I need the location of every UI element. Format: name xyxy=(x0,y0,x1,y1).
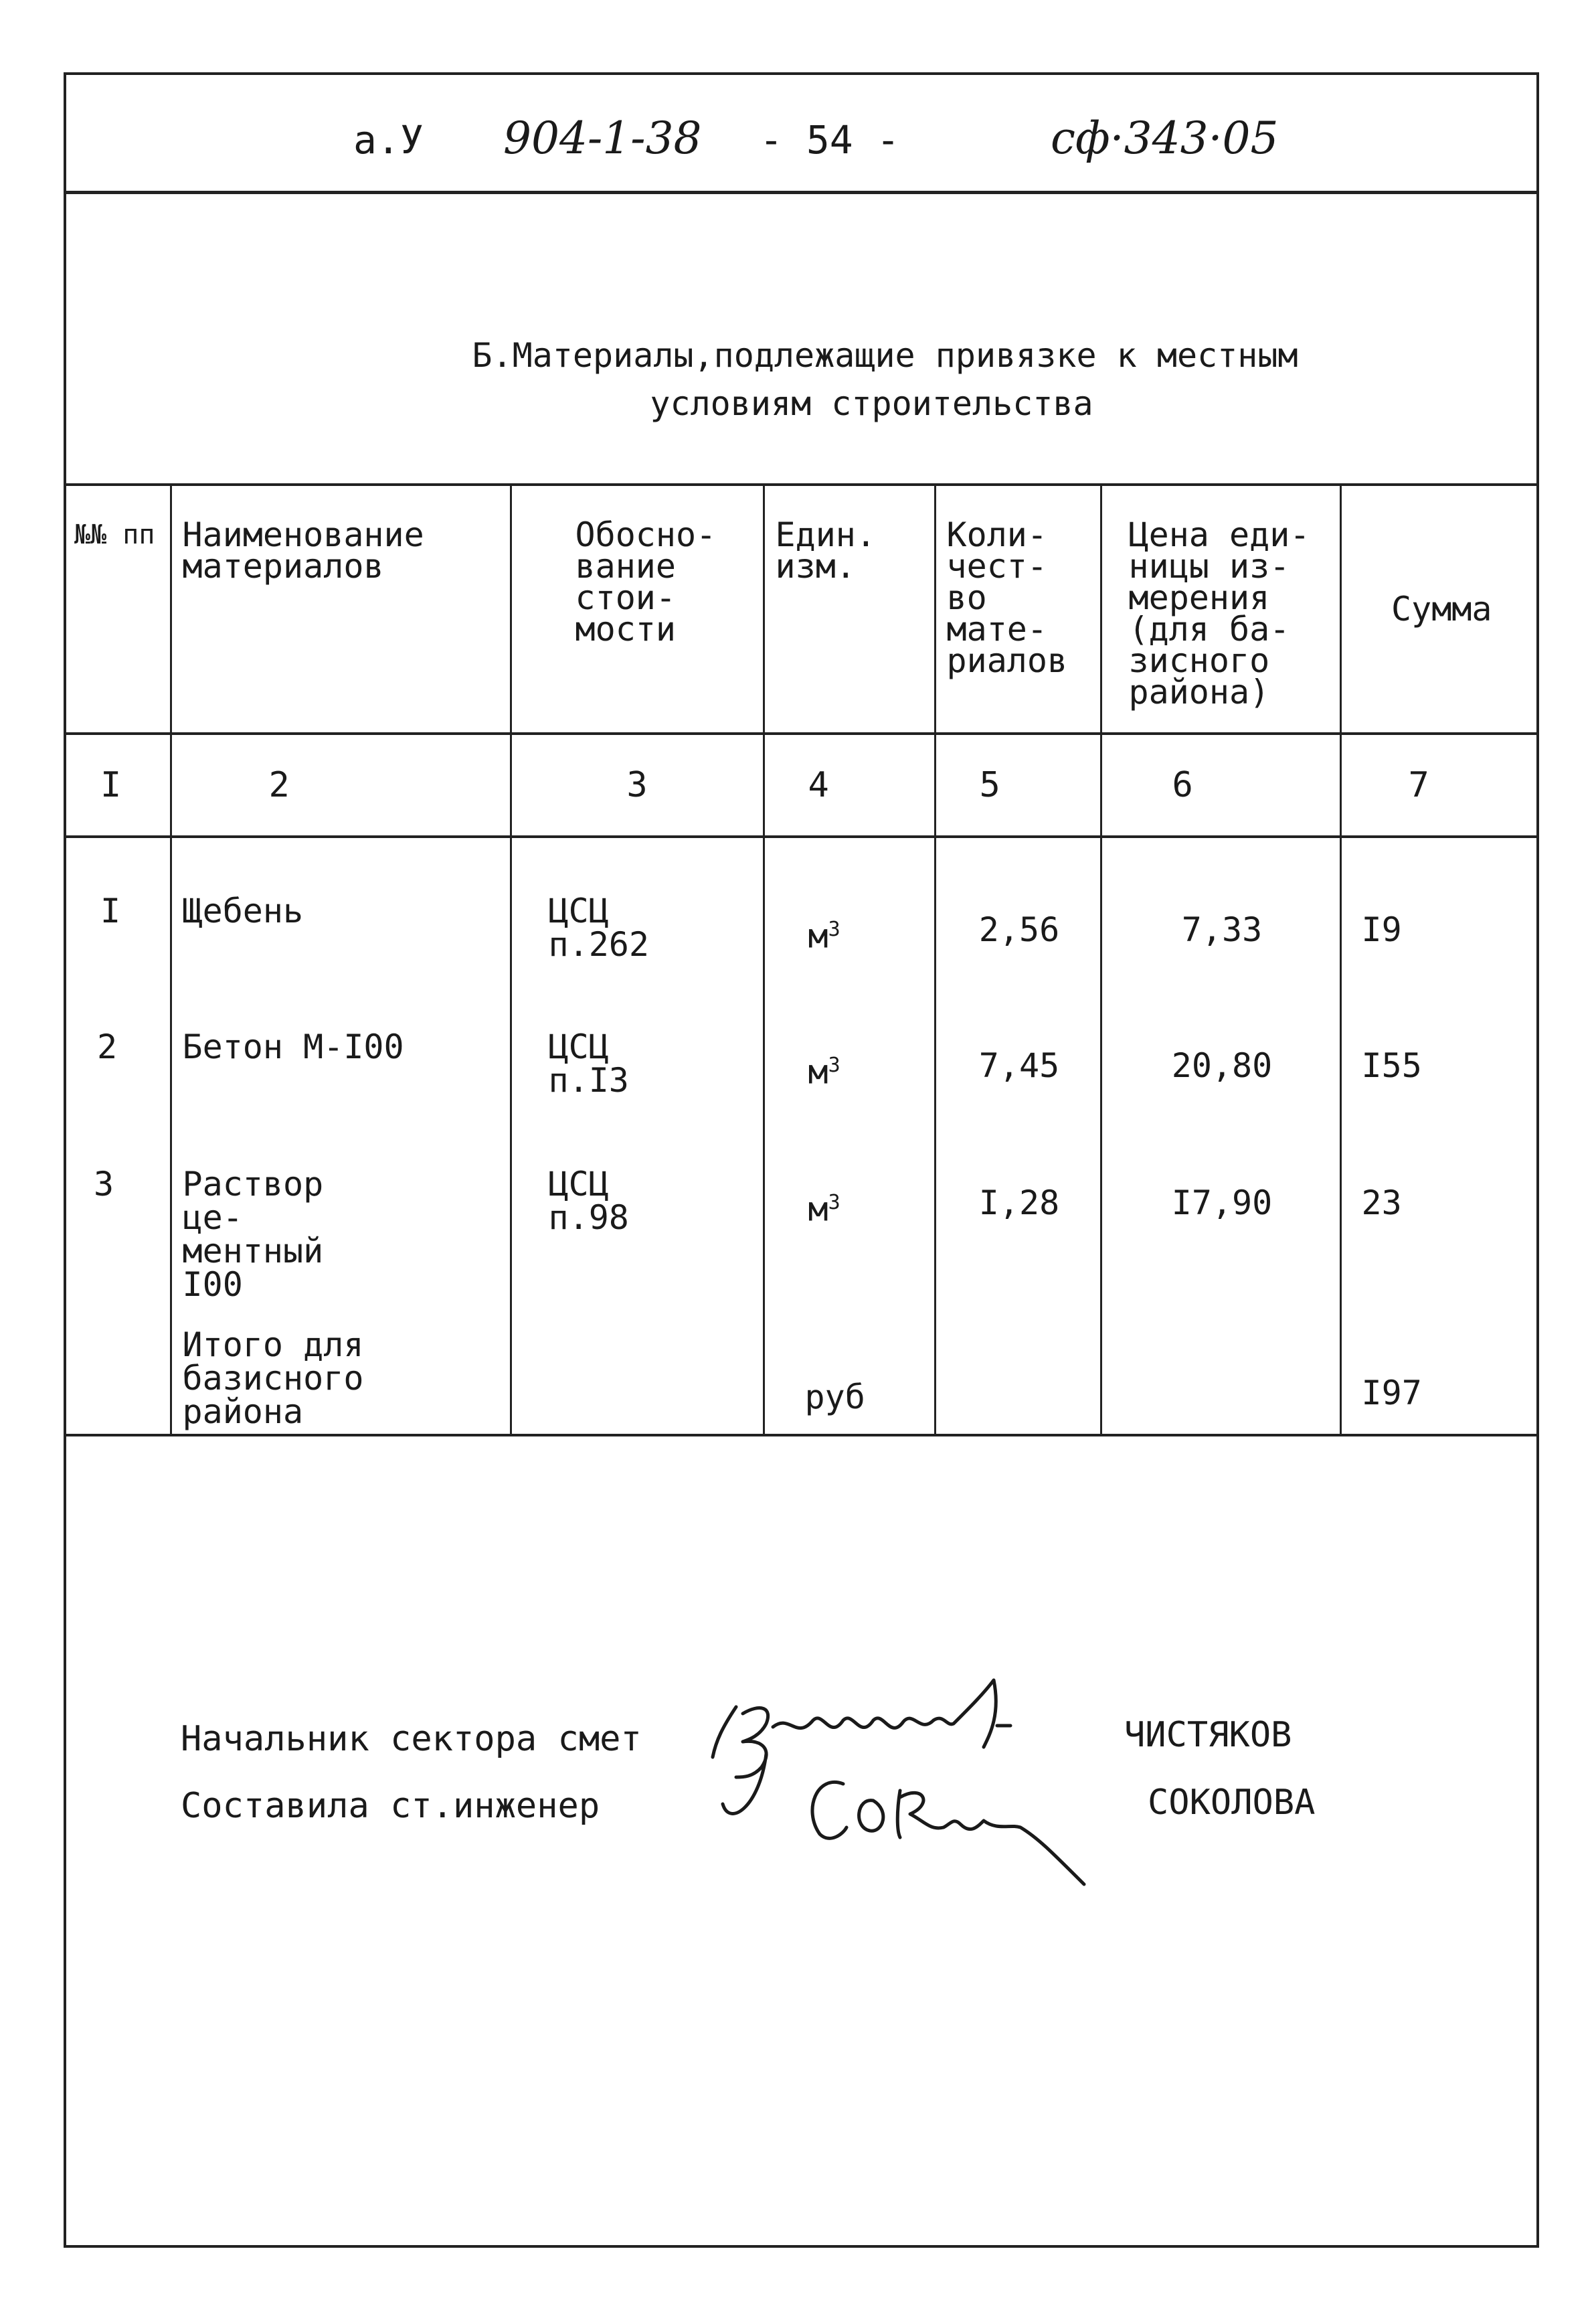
basis-item: п.98 xyxy=(548,1198,629,1237)
col-header-basis: Обосно- вание стои- мости xyxy=(511,485,764,734)
total-qty xyxy=(935,1301,1101,1435)
total-price xyxy=(1101,1301,1340,1435)
basis-item: п.262 xyxy=(548,925,650,964)
row-price: 7,33 xyxy=(1101,837,1340,974)
col-number: 3 xyxy=(511,734,764,837)
header-rule xyxy=(64,191,1539,194)
basis-source: ЦСЦ xyxy=(548,1165,609,1204)
row-sum: I55 xyxy=(1340,974,1539,1111)
row-qty: 7,45 xyxy=(935,974,1101,1111)
row-no: 2 xyxy=(97,1027,118,1066)
total-unit: руб xyxy=(764,1301,935,1435)
col-header-no: №№ пп xyxy=(64,485,171,734)
series-prefix: а.У xyxy=(353,117,424,163)
row-basis xyxy=(511,1111,764,1301)
col-header-unit: Един. изм. xyxy=(764,485,935,734)
row-qty: 2,56 xyxy=(935,837,1101,974)
row-no: 3 xyxy=(94,1165,114,1204)
total-sum: I97 xyxy=(1340,1301,1539,1435)
table-row xyxy=(64,1111,1539,1301)
row-price: 20,80 xyxy=(1101,974,1340,1111)
sheet-code: сф·343·05 xyxy=(1051,112,1279,164)
unit-power: 3 xyxy=(828,918,840,941)
table-header-row xyxy=(64,485,1539,734)
table-row xyxy=(64,974,1539,1111)
col-number: 7 xyxy=(1340,734,1539,837)
handwritten-signatures xyxy=(696,1667,1124,1908)
row-name: Бетон М-I00 xyxy=(171,974,511,1111)
signatory-name-2: СОКОЛОВА xyxy=(1148,1783,1316,1823)
col-number: 6 xyxy=(1101,734,1340,837)
row-sum: I9 xyxy=(1340,837,1539,974)
unit-text: м xyxy=(808,1052,828,1092)
col-header-name: Наименование материалов xyxy=(171,485,511,734)
unit-power: 3 xyxy=(828,1191,840,1214)
col-number: 4 xyxy=(764,734,935,837)
basis-item: п.I3 xyxy=(548,1061,629,1100)
col-number: 2 xyxy=(171,734,511,837)
row-sum: 23 xyxy=(1340,1111,1539,1301)
col-header-price: Цена еди- ницы из- мерения (для ба- зисного района) xyxy=(1101,485,1340,734)
total-basis xyxy=(511,1301,764,1435)
signature-1 xyxy=(713,1680,1010,1813)
row-unit xyxy=(764,1111,935,1301)
col-number: 5 xyxy=(935,734,1101,837)
row-unit xyxy=(764,974,935,1111)
row-name: Щебень xyxy=(171,837,511,974)
col-header-qty: Коли- чест- во мате- риалов xyxy=(935,485,1101,734)
basis-source: ЦСЦ xyxy=(548,1027,609,1066)
table-total-row xyxy=(64,1301,1539,1435)
signatory-role-1: Начальник сектора смет xyxy=(181,1719,642,1759)
col-number: I xyxy=(64,734,171,837)
total-label: Итого для базисного района xyxy=(171,1301,511,1435)
unit-text: м xyxy=(808,1189,828,1229)
row-price: I7,90 xyxy=(1101,1111,1340,1301)
table-row xyxy=(64,837,1539,974)
section-title-cont: условиям строительства xyxy=(650,384,1093,423)
col-header-sum: Сумма xyxy=(1340,485,1539,734)
basis-source: ЦСЦ xyxy=(548,892,609,930)
row-basis xyxy=(511,837,764,974)
row-unit xyxy=(764,837,935,974)
section-title: Б.Материалы,подлежащие привязке к местным xyxy=(472,336,1298,375)
project-code: 904-1-38 xyxy=(503,112,702,164)
row-basis xyxy=(511,974,764,1111)
unit-power: 3 xyxy=(828,1054,840,1077)
total-no xyxy=(64,1301,171,1435)
signatory-name-1: ЧИСТЯКОВ xyxy=(1124,1715,1292,1755)
materials-table xyxy=(64,483,1539,1436)
column-number-row xyxy=(64,734,1539,837)
signature-2 xyxy=(812,1782,1084,1884)
page-number: - 54 - xyxy=(760,117,900,163)
row-no: I xyxy=(64,837,171,974)
unit-text: м xyxy=(808,916,828,956)
signatory-role-2: Составила ст.инженер xyxy=(181,1786,600,1826)
row-name: Раствор це- ментный I00 xyxy=(171,1111,511,1301)
row-qty: I,28 xyxy=(935,1111,1101,1301)
